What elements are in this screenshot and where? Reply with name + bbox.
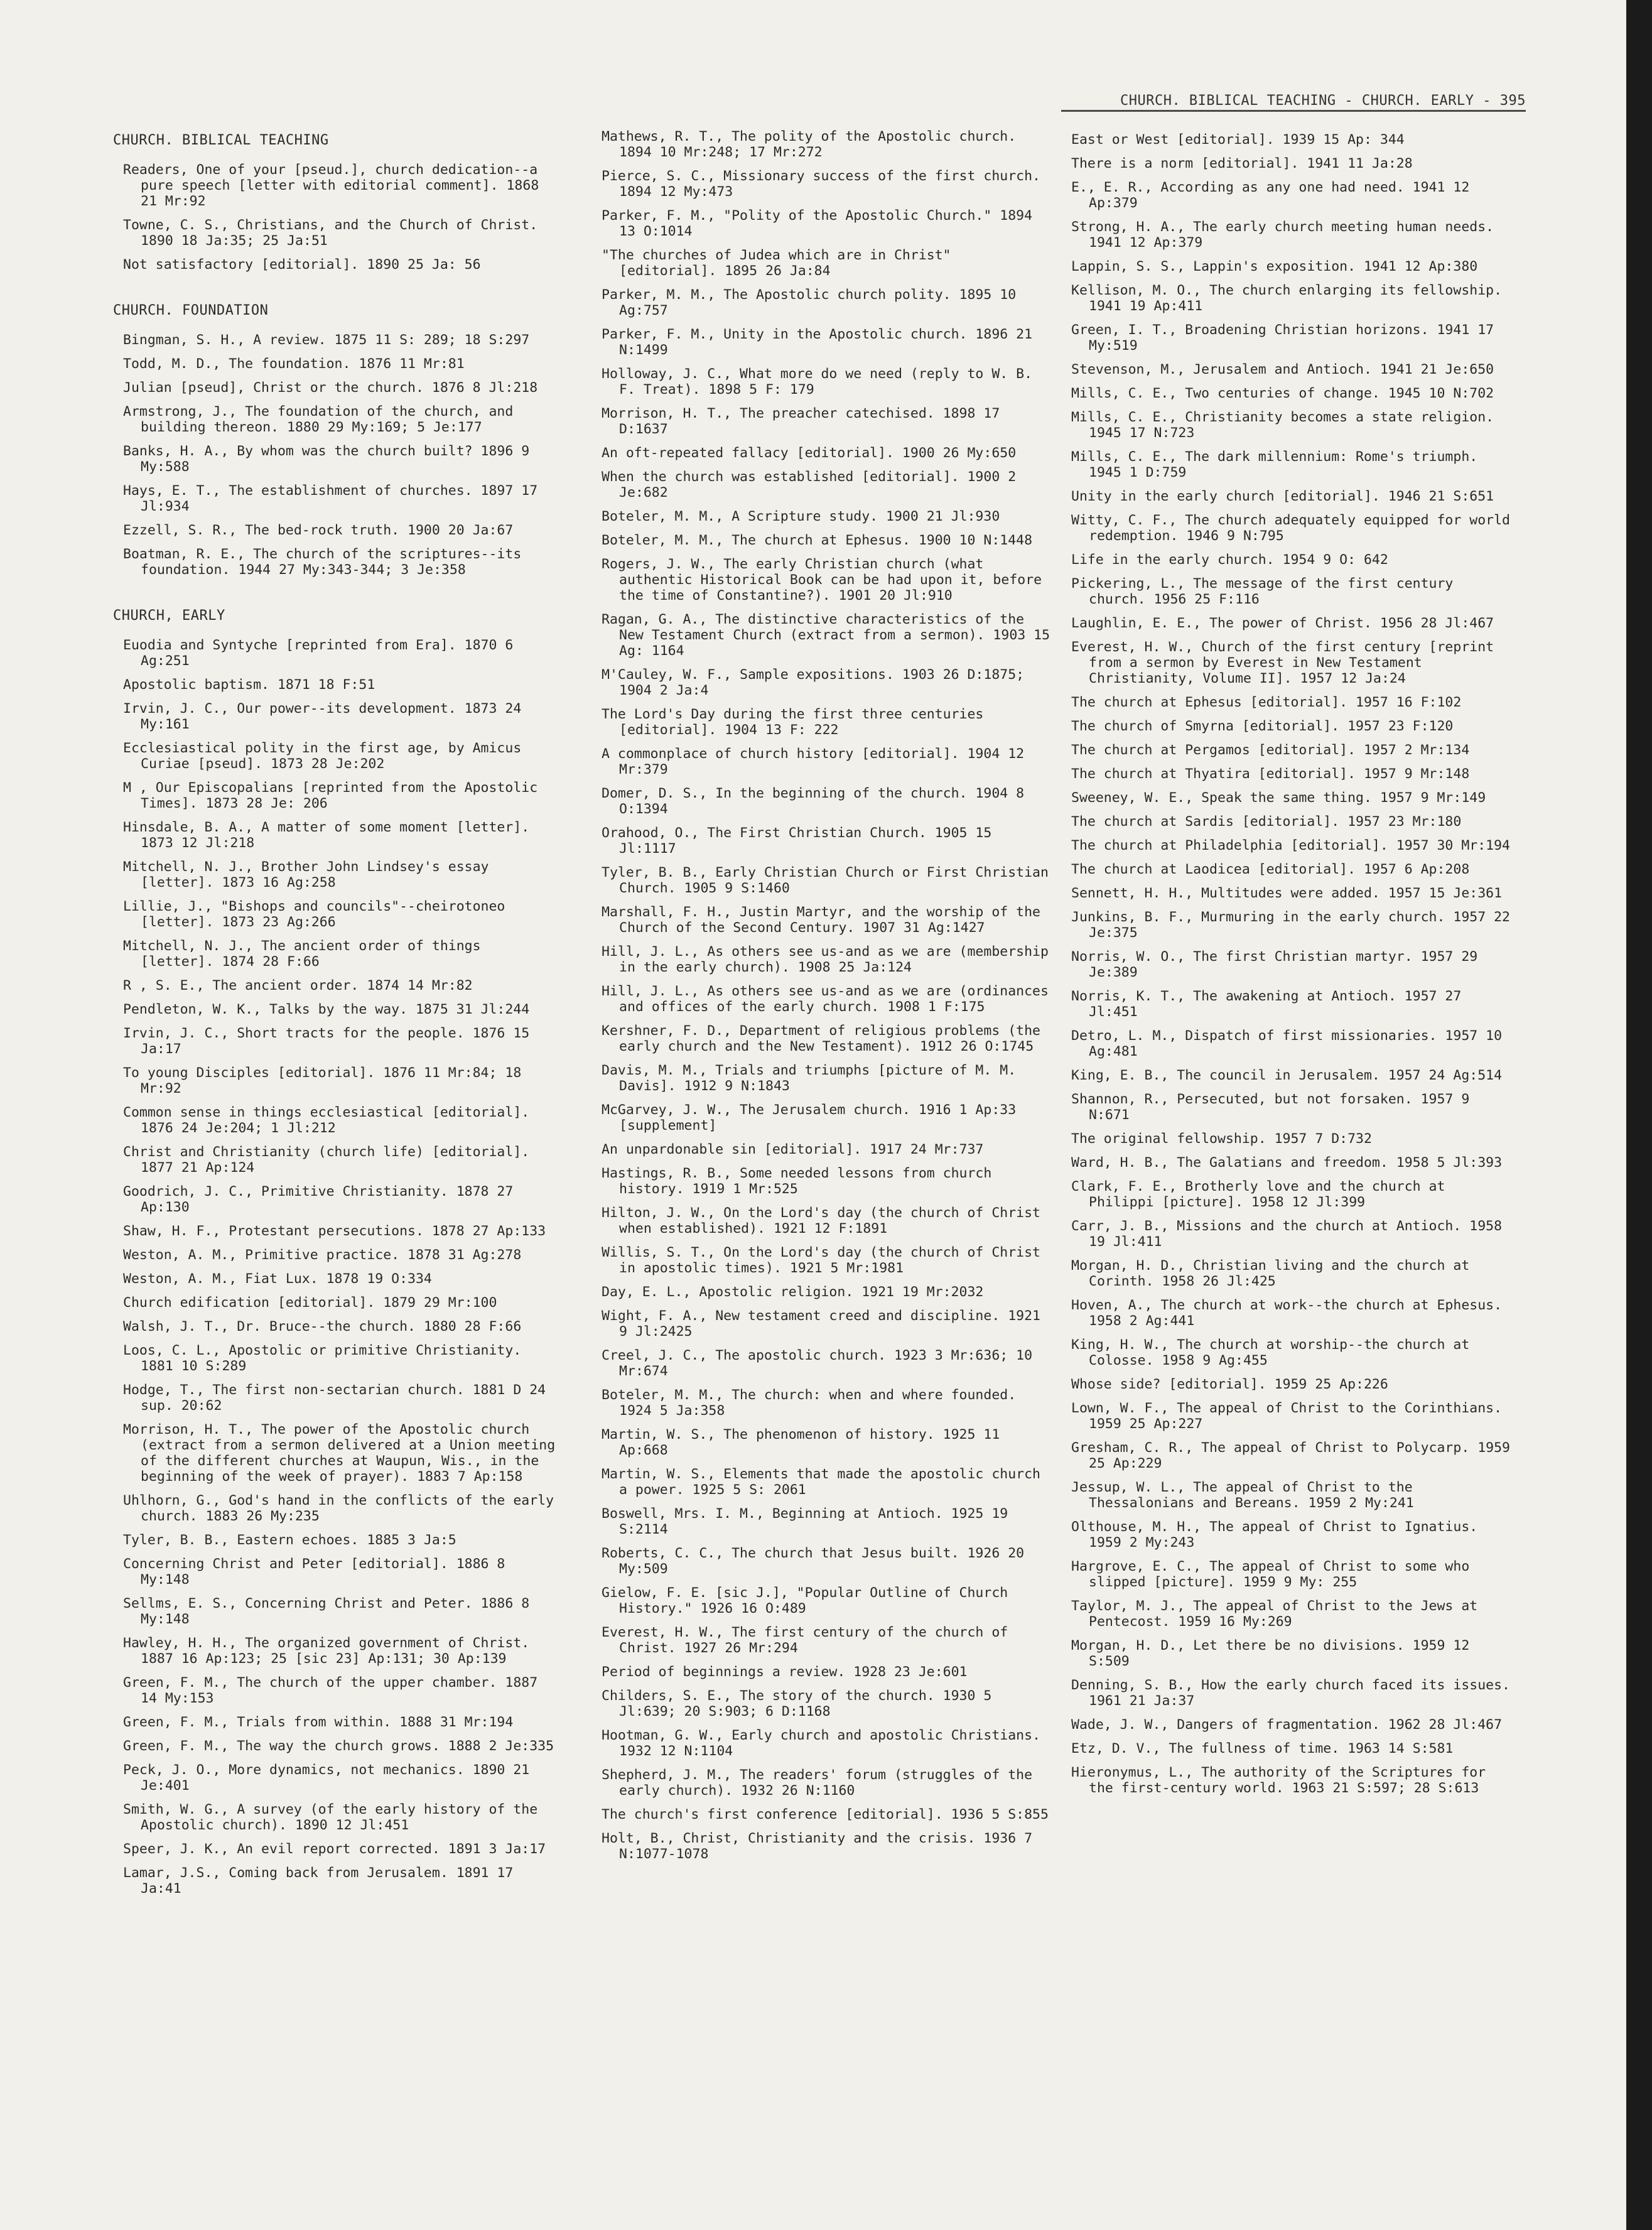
index-entry: Jessup, W. L., The appeal of Christ to the Thessalonians and Bereans. 1959 2 My:241 [1071, 1480, 1414, 1511]
index-entry: A commonplace of church history [editorial]. 1904 12 Mr:379 [602, 746, 1025, 777]
index-entry: Sellms, E. S., Concerning Christ and Peter. 1886 8 My:148 [123, 1596, 530, 1627]
index-entry: Clark, F. E., Brotherly love and the church at Philippi [picture]. 1958 12 Jl:399 [1071, 1179, 1445, 1210]
index-entry: Shannon, R., Persecuted, but not forsaken. 1957 9 N:671 [1071, 1091, 1470, 1123]
index-entry: Green, F. M., Trials from within. 1888 31 Mr:194 [123, 1714, 514, 1730]
index-entry: Weston, A. M., Primitive practice. 1878 31 Ag:278 [123, 1247, 522, 1263]
index-entry: Hargrove, E. C., The appeal of Christ to some who slipped [picture]. 1959 9 My: 255 [1071, 1559, 1470, 1590]
index-entry: Green, F. M., The church of the upper chamber. 1887 14 My:153 [123, 1675, 538, 1706]
index-entry: Hays, E. T., The establishment of churches. 1897 17 Jl:934 [123, 483, 538, 514]
index-entry: Towne, C. S., Christians, and the Church of Christ. 1890 18 Ja:35; 25 Ja:51 [123, 217, 538, 249]
index-entry: Carr, J. B., Missions and the church at Antioch. 1958 19 Jl:411 [1071, 1218, 1503, 1250]
index-entry: Julian [pseud], Christ or the church. 1876 8 Jl:218 [123, 380, 538, 396]
index-entry: The church at Laodicea [editorial]. 1957 6 Ap:208 [1071, 862, 1470, 877]
index-entry: Mitchell, N. J., Brother John Lindsey's essay [letter]. 1873 16 Ag:258 [123, 859, 489, 890]
index-entry: Wade, J. W., Dangers of fragmentation. 1962 28 Jl:467 [1071, 1717, 1503, 1733]
index-entry: Hill, J. L., As others see us-and as we are (ordinances and offices of the early church. 1908 1 F:175 [602, 983, 1049, 1015]
index-entry: The church at Ephesus [editorial]. 1957 16 F:102 [1071, 695, 1462, 710]
index-entry: Junkins, B. F., Murmuring in the early church. 1957 22 Je:375 [1071, 909, 1510, 941]
index-entry: Mills, C. E., The dark millennium: Rome's triumph. 1945 1 D:759 [1071, 449, 1478, 480]
index-entry: Wight, F. A., New testament creed and discipline. 1921 9 Jl:2425 [602, 1308, 1040, 1340]
index-entry: Morrison, H. T., The preacher catechised. 1898 17 D:1637 [602, 406, 1000, 437]
index-entry: Mitchell, N. J., The ancient order of things [letter]. 1874 28 F:66 [123, 938, 481, 970]
index-entry: Smith, W. G., A survey (of the early history of the Apostolic church). 1890 12 Jl:451 [123, 1802, 538, 1833]
index-entry: Weston, A. M., Fiat Lux. 1878 19 O:334 [123, 1271, 432, 1287]
index-entry: Armstrong, J., The foundation of the church, and building thereon. 1880 29 My:169; 5 Je:177 [123, 404, 514, 435]
index-entry: Todd, M. D., The foundation. 1876 11 Mr:81 [123, 356, 465, 372]
index-entry: The church at Thyatira [editorial]. 1957 9 Mr:148 [1071, 766, 1470, 782]
index-entry: Detro, L. M., Dispatch of first missionaries. 1957 10 Ag:481 [1071, 1028, 1503, 1059]
index-entry: Tyler, B. B., Eastern echoes. 1885 3 Ja:5 [123, 1532, 456, 1548]
index-entry: "The churches of Judea which are in Christ" [editorial]. 1895 26 Ja:84 [602, 247, 951, 279]
index-entry: Sennett, H. H., Multitudes were added. 1957 15 Je:361 [1071, 885, 1503, 901]
index-entry: Concerning Christ and Peter [editorial]. 1886 8 My:148 [123, 1556, 505, 1588]
index-entry: An unpardonable sin [editorial]. 1917 24 Mr:737 [602, 1142, 984, 1157]
index-entry: M , Our Episcopalians [reprinted from the Apostolic Times]. 1873 28 Je: 206 [123, 780, 538, 811]
index-entry: Pickering, L., The message of the first century church. 1956 25 F:116 [1071, 576, 1454, 607]
index-entry: R , S. E., The ancient order. 1874 14 Mr:82 [123, 978, 473, 993]
index-entry: King, E. B., The council in Jerusalem. 1957 24 Ag:514 [1071, 1068, 1503, 1083]
index-entry: Mills, C. E., Two centuries of change. 1945 10 N:702 [1071, 386, 1494, 401]
index-entry: The church at Philadelphia [editorial]. 1957 30 Mr:194 [1071, 838, 1510, 853]
index-entry: King, H. W., The church at worship--the church at Colosse. 1958 9 Ag:455 [1071, 1337, 1470, 1368]
index-entry: The Lord's Day during the first three centuries [editorial]. 1904 13 F: 222 [602, 706, 984, 738]
index-entry: Readers, One of your [pseud.], church dedication--a pure speech [letter with editorial comment]. 1868 21 Mr:92 [123, 162, 539, 209]
index-entry: Unity in the early church [editorial]. 1946 21 S:651 [1071, 489, 1494, 504]
index-entry: Creel, J. C., The apostolic church. 1923 3 Mr:636; 10 Mr:674 [602, 1348, 1033, 1379]
index-entry: Lown, W. F., The appeal of Christ to the Corinthians. 1959 25 Ap:227 [1071, 1400, 1503, 1432]
index-entry: Lillie, J., "Bishops and councils"--cheirotoneo [letter]. 1873 23 Ag:266 [123, 899, 505, 930]
index-entry: Strong, H. A., The early church meeting human needs. 1941 12 Ap:379 [1071, 219, 1494, 251]
index-entry: Morrison, H. T., The power of the Apostolic church (extract from a sermon delivered at a Union meeting of the different churches at Waupun, Wis., in the beginning of the week of prayer). 1883 7 Ap:158 [123, 1422, 556, 1485]
index-entry: Hastings, R. B., Some needed lessons from church history. 1919 1 Mr:525 [602, 1166, 992, 1197]
index-entry: Boteler, M. M., The church: when and where founded. 1924 5 Ja:358 [602, 1387, 1017, 1419]
index-entry: Gielow, F. E. [sic J.], "Popular Outline of Church History." 1926 16 O:489 [602, 1585, 1008, 1616]
index-entry: Ecclesiastical polity in the first age, by Amicus Curiae [pseud]. 1873 28 Je:202 [123, 740, 522, 772]
index-entry: Speer, J. K., An evil report corrected. 1891 3 Ja:17 [123, 1841, 546, 1857]
index-entry: Lamar, J.S., Coming back from Jerusalem. 1891 17 Ja:41 [123, 1865, 514, 1897]
index-entry: Not satisfactory [editorial]. 1890 25 Ja: 56 [123, 257, 481, 273]
index-entry: Irvin, J. C., Our power--its development. 1873 24 My:161 [123, 701, 522, 732]
index-entry: Bingman, S. H., A review. 1875 11 S: 289; 18 S:297 [123, 332, 530, 348]
index-entry: Parker, F. M., "Polity of the Apostolic Church." 1894 13 O:1014 [602, 208, 1033, 239]
index-entry: Life in the early church. 1954 9 O: 642 [1071, 552, 1388, 568]
index-entry: Laughlin, E. E., The power of Christ. 1956 28 Jl:467 [1071, 615, 1494, 631]
index-entry: Domer, D. S., In the beginning of the church. 1904 8 O:1394 [602, 786, 1025, 817]
index-entry: The church of Smyrna [editorial]. 1957 23 F:120 [1071, 718, 1454, 734]
index-entry: Stevenson, M., Jerusalem and Antioch. 1941 21 Je:650 [1071, 362, 1494, 377]
index-entry: Lappin, S. S., Lappin's exposition. 1941 12 Ap:380 [1071, 259, 1478, 274]
index-entry: Parker, F. M., Unity in the Apostolic church. 1896 21 N:1499 [602, 327, 1033, 358]
index-entry: Roberts, C. C., The church that Jesus built. 1926 20 My:509 [602, 1545, 1025, 1577]
index-entry: Olthouse, M. H., The appeal of Christ to Ignatius. 1959 2 My:243 [1071, 1519, 1478, 1551]
index-entry: Peck, J. O., More dynamics, not mechanics. 1890 21 Je:401 [123, 1762, 530, 1794]
index-entry: Norris, K. T., The awakening at Antioch. 1957 27 Jl:451 [1071, 988, 1462, 1020]
index-entry: East or West [editorial]. 1939 15 Ap: 344 [1071, 132, 1405, 148]
index-entry: When the church was established [editorial]. 1900 2 Je:682 [602, 469, 1017, 501]
index-entry: M'Cauley, W. F., Sample expositions. 1903 26 D:1875; 1904 2 Ja:4 [602, 667, 1025, 698]
index-entry: Kellison, M. O., The church enlarging its fellowship. 1941 19 Ap:411 [1071, 283, 1503, 314]
index-entry: Everest, H. W., The first century of the church of Christ. 1927 26 Mr:294 [602, 1625, 1008, 1656]
index-entry: Pendleton, W. K., Talks by the way. 1875 31 Jl:244 [123, 1002, 530, 1017]
index-entry: Boteler, M. M., The church at Ephesus. 1900 10 N:1448 [602, 533, 1033, 548]
index-entry: Tyler, B. B., Early Christian Church or First Christian Church. 1905 9 S:1460 [602, 865, 1049, 896]
index-entry: Walsh, J. T., Dr. Bruce--the church. 1880 28 F:66 [123, 1319, 522, 1334]
index-entry: There is a norm [editorial]. 1941 11 Ja:28 [1071, 156, 1413, 171]
index-entry: Kershner, F. D., Department of religious problems (the early church and the New Testament). 1912 26 O:1745 [602, 1023, 1040, 1054]
index-entry: Day, E. L., Apostolic religion. 1921 19 Mr:2032 [602, 1284, 984, 1300]
index-entry: Holt, B., Christ, Christianity and the crisis. 1936 7 N:1077-1078 [602, 1831, 1033, 1862]
index-entry: Marshall, F. H., Justin Martyr, and the worship of the Church of the Second Century. 1907 31 Ag:1427 [602, 904, 1040, 936]
index-entry: Boswell, Mrs. I. M., Beginning at Antioch. 1925 19 S:2114 [602, 1506, 1008, 1537]
section-heading: CHURCH. FOUNDATION [113, 303, 269, 318]
index-entry: Church edification [editorial]. 1879 29 Mr:100 [123, 1295, 497, 1311]
column-3 [1071, 132, 1517, 1804]
index-entry: Childers, S. E., The story of the church. 1930 5 Jl:639; 20 S:903; 6 D:1168 [602, 1688, 992, 1719]
index-entry: Parker, M. M., The Apostolic church polity. 1895 10 Ag:757 [602, 287, 1017, 318]
index-entry: The church at Pergamos [editorial]. 1957 2 Mr:134 [1071, 742, 1470, 758]
index-entry: Euodia and Syntyche [reprinted from Era]. 1870 6 Ag:251 [123, 637, 514, 669]
index-entry: Hootman, G. W., Early church and apostolic Christians. 1932 12 N:1104 [602, 1728, 1040, 1759]
index-entry: Loos, C. L., Apostolic or primitive Christianity. 1881 10 S:289 [123, 1343, 522, 1374]
index-entry: Hilton, J. W., On the Lord's day (the church of Christ when established). 1921 12 F:1891 [602, 1205, 1040, 1237]
index-entry: The original fellowship. 1957 7 D:732 [1071, 1131, 1372, 1147]
index-entry: Mills, C. E., Christianity becomes a state religion. 1945 17 N:723 [1071, 409, 1494, 441]
index-entry: Green, F. M., The way the church grows. 1888 2 Je:335 [123, 1738, 554, 1754]
index-entry: Hill, J. L., As others see us-and as we are (membership in the early church). 1908 25 Ja:124 [602, 944, 1049, 975]
index-entry: Whose side? [editorial]. 1959 25 Ap:226 [1071, 1377, 1388, 1392]
index-entry: Martin, W. S., The phenomenon of history. 1925 11 Ap:668 [602, 1427, 1000, 1458]
index-entry: The church at Sardis [editorial]. 1957 23 Mr:180 [1071, 814, 1462, 830]
index-entry: Sweeney, W. E., Speak the same thing. 1957 9 Mr:149 [1071, 790, 1486, 806]
index-entry: Ward, H. B., The Galatians and freedom. 1958 5 Jl:393 [1071, 1155, 1503, 1171]
index-entry: To young Disciples [editorial]. 1876 11 Mr:84; 18 Mr:92 [123, 1065, 522, 1096]
column-1 [105, 129, 558, 1905]
index-entry: Gresham, C. R., The appeal of Christ to Polycarp. 1959 25 Ap:229 [1071, 1440, 1510, 1471]
index-entry: Apostolic baptism. 1871 18 F:51 [123, 677, 375, 693]
index-entry: McGarvey, J. W., The Jerusalem church. 1916 1 Ap:33 [supplement] [602, 1102, 1017, 1134]
index-entry: Witty, C. F., The church adequately equipped for world redemption. 1946 9 N:795 [1071, 512, 1510, 544]
index-entry: Shepherd, J. M., The readers' forum (struggles of the early church). 1932 26 N:1160 [602, 1767, 1033, 1799]
index-entry: Boteler, M. M., A Scripture study. 1900 21 Jl:930 [602, 509, 1000, 524]
index-entry: E., E. R., According as any one had need. 1941 12 Ap:379 [1071, 180, 1470, 211]
index-entry: Uhlhorn, G., God's hand in the conflicts of the early church. 1883 26 My:235 [123, 1493, 554, 1524]
index-entry: Morgan, H. D., Christian living and the church at Corinth. 1958 26 Jl:425 [1071, 1258, 1470, 1289]
index-entry: Martin, W. S., Elements that made the apostolic church a power. 1925 5 S: 2061 [602, 1466, 1040, 1498]
index-entry: Denning, S. B., How the early church faced its issues. 1961 21 Ja:37 [1071, 1677, 1510, 1709]
index-entry: Christ and Christianity (church life) [editorial]. 1877 21 Ap:124 [123, 1144, 530, 1176]
index-entry: Shaw, H. F., Protestant persecutions. 1878 27 Ap:133 [123, 1223, 546, 1239]
index-entry: Hinsdale, B. A., A matter of some moment [letter]. 1873 12 Jl:218 [123, 820, 530, 851]
index-entry: Mathews, R. T., The polity of the Apostolic church. 1894 10 Mr:248; 17 Mr:272 [602, 129, 1017, 160]
index-entry: Orahood, O., The First Christian Church. 1905 15 Jl:1117 [602, 825, 992, 857]
index-entry: Morgan, H. D., Let there be no divisions. 1959 12 S:509 [1071, 1638, 1470, 1669]
index-entry: The church's first conference [editorial]. 1936 5 S:855 [602, 1807, 1049, 1822]
index-entry: Everest, H. W., Church of the first century [reprint from a sermon by Everest in New Testament Christianity, Volume II]. 1957 12 Ja:24 [1071, 639, 1494, 686]
index-entry: Ezzell, S. R., The bed-rock truth. 1900 20 Ja:67 [123, 522, 514, 538]
index-entry: Hieronymus, L., The authority of the Scriptures for the first-century world. 1963 21 S:597; 28 S:613 [1071, 1765, 1486, 1796]
index-entry: Davis, M. M., Trials and triumphs [picture of M. M. Davis]. 1912 9 N:1843 [602, 1063, 1017, 1094]
index-entry: Willis, S. T., On the Lord's day (the church of Christ in apostolic times). 1921 5 Mr:1981 [602, 1245, 1040, 1276]
index-entry: Irvin, J. C., Short tracts for the people. 1876 15 Ja:17 [123, 1026, 530, 1057]
index-entry: An oft-repeated fallacy [editorial]. 1900 26 My:650 [602, 445, 1017, 461]
index-entry: Hawley, H. H., The organized government of Christ. 1887 16 Ap:123; 25 [sic 23] Ap:131; 30 Ap:139 [123, 1635, 530, 1667]
index-entry: Hoven, A., The church at work--the church at Ephesus. 1958 2 Ag:441 [1071, 1297, 1503, 1329]
index-entry: Green, I. T., Broadening Christian horizons. 1941 17 My:519 [1071, 322, 1494, 354]
index-entry: Hodge, T., The first non-sectarian church. 1881 D 24 sup. 20:62 [123, 1382, 546, 1414]
index-entry: Boatman, R. E., The church of the scriptures--its foundation. 1944 27 My:343-344; 3 Je:358 [123, 546, 522, 578]
index-entry: Rogers, J. W., The early Christian church (what authentic Historical Book can be had upon it, before the time of Constantine?). 1901 20 Jl:910 [602, 556, 1042, 604]
index-entry: Etz, D. V., The fullness of time. 1963 14 S:581 [1071, 1741, 1454, 1756]
index-entry: Ragan, G. A., The distinctive characteristics of the New Testament Church (extract from a sermon). 1903 15 Ag: 1164 [602, 612, 1050, 659]
index-entry: Taylor, M. J., The appeal of Christ to the Jews at Pentecost. 1959 16 My:269 [1071, 1598, 1478, 1630]
index-entry: Holloway, J. C., What more do we need (reply to W. B. F. Treat). 1898 5 F: 179 [602, 366, 1033, 398]
column-2 [602, 129, 1054, 1870]
index-entry: Banks, H. A., By whom was the church built? 1896 9 My:588 [123, 443, 530, 475]
section-heading: CHURCH, EARLY [113, 608, 225, 624]
running-header: CHURCH. BIBLICAL TEACHING - CHURCH. EARLY - 395 [1061, 93, 1526, 112]
index-entry: Norris, W. O., The first Christian martyr. 1957 29 Je:389 [1071, 949, 1478, 980]
index-entry: Period of beginnings a review. 1928 23 Je:601 [602, 1664, 968, 1680]
section-heading: CHURCH. BIBLICAL TEACHING [113, 133, 329, 148]
index-entry: Pierce, S. C., Missionary success of the first church. 1894 12 My:473 [602, 168, 1040, 200]
index-entry: Goodrich, J. C., Primitive Christianity. 1878 27 Ap:130 [123, 1184, 514, 1215]
index-entry: Common sense in things ecclesiastical [editorial]. 1876 24 Je:204; 1 Jl:212 [123, 1105, 530, 1136]
